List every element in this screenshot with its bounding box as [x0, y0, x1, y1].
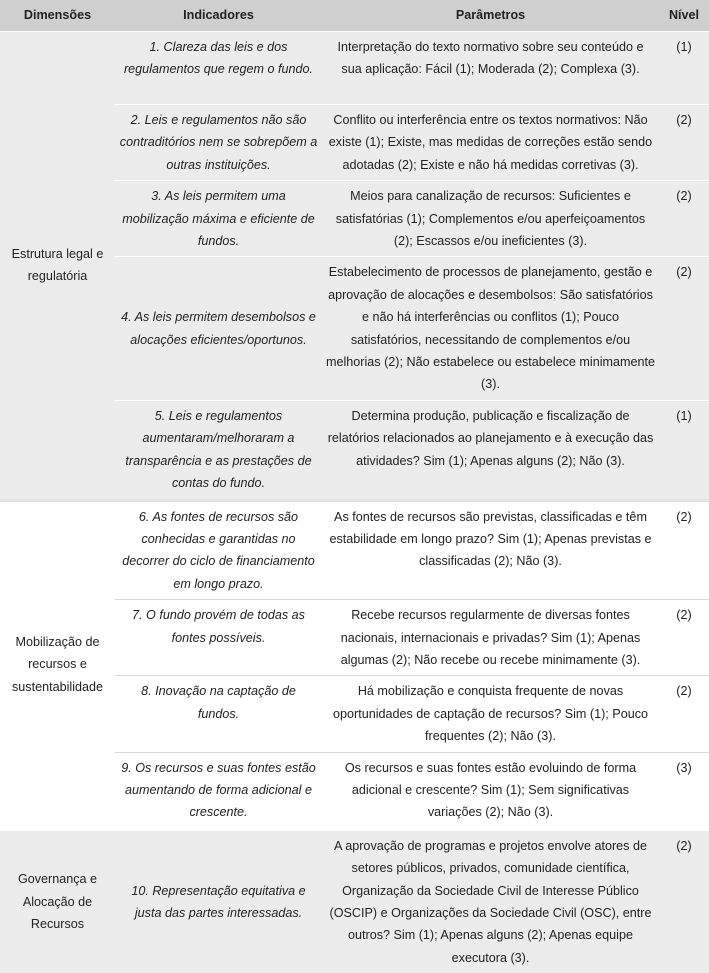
- level-cell: (1): [659, 32, 709, 105]
- parameter-cell: Meios para canalização de recursos: Suficientes e satisfatórias (1); Complementos e/ou aperfeiçoamentos (2); Escassos e/ou ineficientes (3).: [322, 181, 659, 257]
- table-row: [0, 500, 709, 600]
- level-cell: (3): [659, 752, 709, 829]
- indicator-cell: 5. Leis e regulamentos aumentaram/melhoraram a transparência e as prestações de contas do fundo.: [115, 400, 322, 500]
- indicator-cell: 2. Leis e regulamentos não são contraditórios nem se sobrepõem a outras instituições.: [115, 105, 322, 181]
- parameter-cell: Interpretação do texto normativo sobre seu conteúdo e sua aplicação: Fácil (1); Moderada (2); Complexa (3).: [322, 32, 659, 105]
- indicator-cell: 1. Clareza das leis e dos regulamentos que regem o fundo.: [115, 32, 322, 105]
- level-cell: (2): [659, 257, 709, 400]
- parameter-cell: Recebe recursos regularmente de diversas fontes nacionais, internacionais e privadas? Sim (1); Apenas algumas (2); Não recebe ou recebe minimamente (3).: [322, 600, 659, 676]
- indicator-cell: 6. As fontes de recursos são conhecidas e garantidas no decorrer do ciclo de financiamento em longo prazo.: [115, 500, 322, 600]
- parameter-cell: As fontes de recursos são previstas, classificadas e têm estabilidade em longo prazo? Sim (1); Apenas previstas e classificadas (2); Não (3).: [322, 500, 659, 600]
- level-cell: (2): [659, 181, 709, 257]
- table-row: [0, 829, 709, 973]
- indicator-cell: 3. As leis permitem uma mobilização máxima e eficiente de fundos.: [115, 181, 322, 257]
- level-cell: (2): [659, 829, 709, 973]
- header-dimensoes: Dimensões: [0, 0, 115, 32]
- level-cell: (1): [659, 400, 709, 500]
- header-indicadores: Indicadores: [115, 0, 322, 32]
- dimension-cell: Governança e Alocação de Recursos: [0, 829, 115, 973]
- indicator-cell: 9. Os recursos e suas fontes estão aumentando de forma adicional e crescente.: [115, 752, 322, 829]
- header-nivel: Nível: [659, 0, 709, 32]
- dimension-cell: Mobilização de recursos e sustentabilidade: [0, 500, 115, 829]
- indicator-cell: 10. Representação equitativa e justa das partes interessadas.: [115, 829, 322, 973]
- indicator-cell: 8. Inovação na captação de fundos.: [115, 676, 322, 752]
- header-parametros: Parâmetros: [322, 0, 659, 32]
- level-cell: (2): [659, 500, 709, 600]
- level-cell: (2): [659, 676, 709, 752]
- table-header-row: [0, 0, 709, 32]
- parameter-cell: Determina produção, publicação e fiscalização de relatórios relacionados ao planejamento e à execução das atividades? Sim (1); Apenas alguns (2); Não (3).: [322, 400, 659, 500]
- level-cell: (2): [659, 600, 709, 676]
- dimension-cell: Estrutura legal e regulatória: [0, 32, 115, 501]
- indicator-cell: 7. O fundo provém de todas as fontes possíveis.: [115, 600, 322, 676]
- indicator-cell: 4. As leis permitem desembolsos e alocações eficientes/oportunos.: [115, 257, 322, 400]
- table-row: [0, 32, 709, 105]
- level-cell: (2): [659, 105, 709, 181]
- parameter-cell: Conflito ou interferência entre os textos normativos: Não existe (1); Existe, mas medidas de correções estão sendo adotadas (2); Existe e não há medidas corretivas (3).: [322, 105, 659, 181]
- parameter-cell: Estabelecimento de processos de planejamento, gestão e aprovação de alocações e desembolsos: São satisfatórios e não há interferências ou conflitos (1); Pouco satisfatórios, necessitando de complementos e/ou melhorias (2); Não estabelece ou estabelece minimamente (3).: [322, 257, 659, 400]
- parameter-cell: Há mobilização e conquista frequente de novas oportunidades de captação de recursos? Sim (1); Pouco frequentes (2); Não (3).: [322, 676, 659, 752]
- parameter-cell: A aprovação de programas e projetos envolve atores de setores públicos, privados, comunidade científica, Organização da Sociedade Civil de Interesse Público (OSCIP) e Organizações da Sociedade Civil (OSC), entre outros? Sim (1); Apenas alguns (2); Apenas equipe executora (3).: [322, 829, 659, 973]
- parameter-cell: Os recursos e suas fontes estão evoluindo de forma adicional e crescente? Sim (1); Sem significativas variações (2); Não (3).: [322, 752, 659, 829]
